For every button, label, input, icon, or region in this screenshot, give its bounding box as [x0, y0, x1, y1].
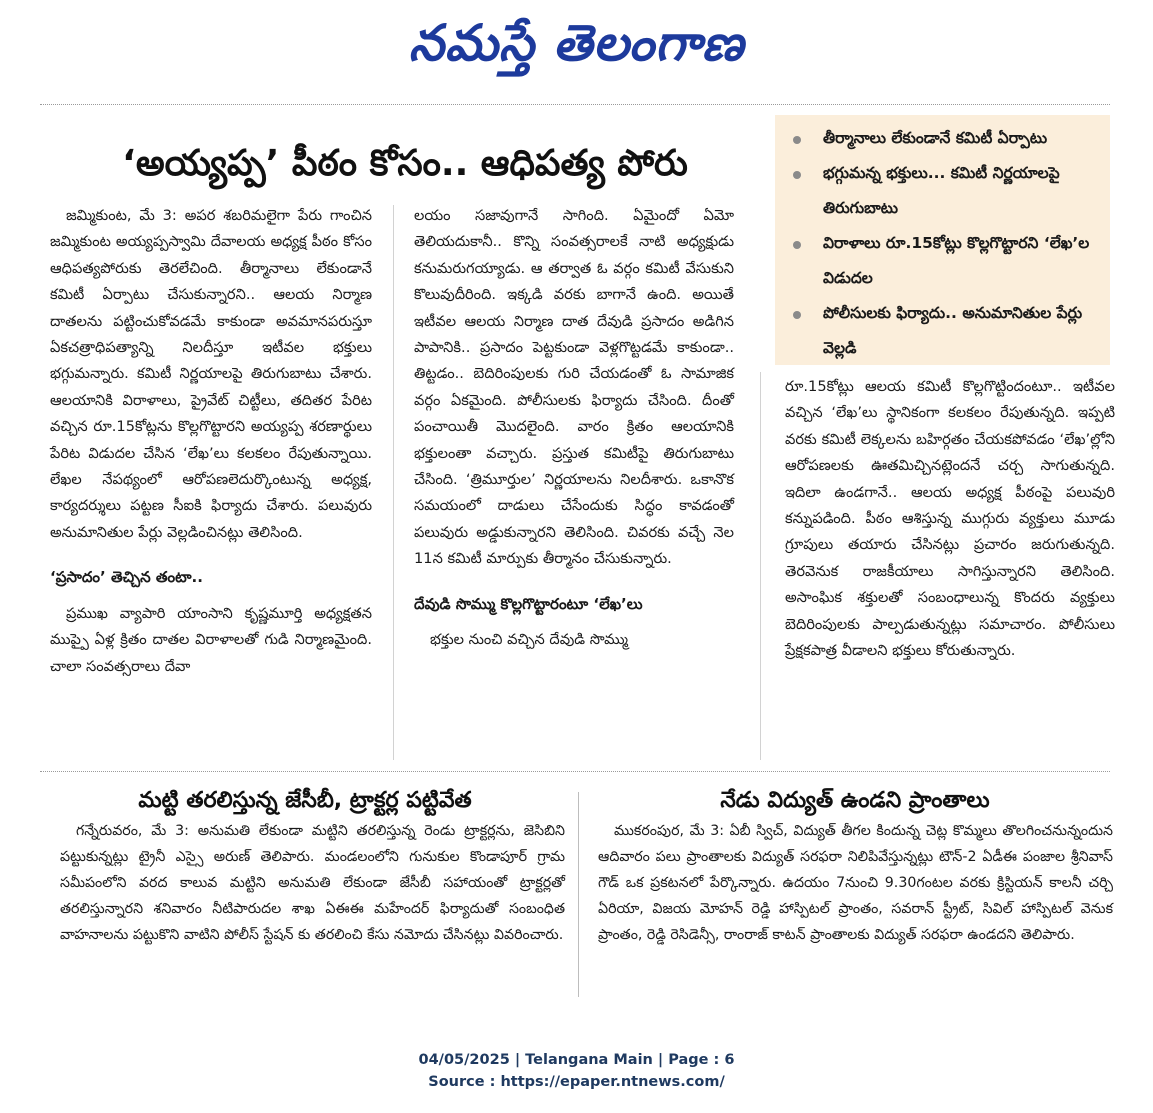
highlights-box: [775, 115, 1110, 365]
footer-date-edition: 04/05/2025 | Telangana Main | Page : 6: [418, 1052, 735, 1068]
column-divider: [578, 792, 579, 997]
footer-source: Source : https://epaper.ntnews.com/: [428, 1074, 725, 1090]
article-column-3: [785, 374, 1115, 664]
highlight-item: తీర్మానాలు లేకుండానే కమిటీ ఏర్పాటు: [783, 121, 1102, 156]
main-headline: ‘అయ్యప్ప’ పీఠం కోసం.. ఆధిపత్య పోరు: [122, 143, 688, 184]
article-paragraph: గన్నేరువరం, మే 3: అనుమతి లేకుండా మట్టిని తరలిస్తున్న రెండు ట్రాక్టర్లను, జెసిబిని పట్టుకున్నట్లు ట్రైనీ ఎస్సై అరుణ్ తెలిపారు. మండలంలోని గునుకుల కొండాపూర్ గ్రామ సమీపంలోని వరద కాలువ మట్టిని అనుమతి లేకుండా జేసీబీ సహాయంతో ట్రాక్టర్లతో తరలిస్తున్నారని శనివారం నీటిపారుదల శాఖ ఏఈఈ మహేందర్ ఫిర్యాదుతో సంబంధిత వాహనాలను పట్టుకొని వాటిని పోలీస్ స్టేషన్ కు తరలించి కేసు నమోదు చేసినట్లు వివరించారు.: [60, 823, 565, 943]
article-paragraph: రూ.15కోట్లు ఆలయ కమిటీ కొల్లగొట్టిందంటూ.. ఇటీవల వచ్చిన ‘లేఖ’లు స్థానికంగా కలకలం రేపుతున్నది. ఇప్పటి వరకు కమిటీ లెక్కలను బహిర్గతం చేయకపోవడం ‘లేఖ’ల్లోని ఆరోపణలకు ఊతమిచ్చినట్లెందనే చర్చ సాగుతున్నది. ఇదిలా ఉండగానే.. ఆలయ అధ్యక్ష పీఠంపై పలువురి కన్నుపడింది. పీఠం ఆశిస్తున్న ముగ్గురు వ్యక్తులు మూడు గ్రూపులు తయారు చేసినట్లు ప్రచారం జరుగుతున్నది. తెరవెనుక రాజకీయాలు సాగిస్తున్నారని తెలిసింది. అసాంఘిక శక్తులతో సంబంధాలున్న కొందరు వ్యక్తులు బెదిరింపులకు పాల్పడుతున్నట్లు సమాచారం. పోలీసులు ప్రేక్షకపాత్ర వీడాలని భక్తులు కోరుతున్నారు.: [785, 378, 1115, 660]
bullet-icon: [793, 311, 801, 319]
section-divider: [40, 771, 1110, 772]
masthead-logo: నమస్తే తెలంగాణ: [408, 14, 745, 72]
article-subheading: దేవుడి సొమ్ము కొల్లగొట్టారంటూ ‘లేఖ’లు: [414, 594, 643, 613]
article-subheading: ‘ప్రసాదం’ తెచ్చిన తంటా..: [50, 568, 203, 587]
article-column-2: [414, 203, 734, 654]
highlight-item: పోలీసులకు ఫిర్యాదు.. అనుమానితుల పేర్లు వెల్లడి: [783, 296, 1102, 366]
bullet-icon: [793, 171, 801, 179]
article-paragraph: ముకరంపుర, మే 3: ఏబీ స్విచ్, విద్యుత్ తీగల కిందున్న చెట్ల కొమ్మలు తొలగించనున్నందున ఆదివారం పలు ప్రాంతాలకు విద్యుత్ సరఫరా నిలిపివేస్తున్నట్లు టౌన్-2 ఏడీఈ పంజాల శ్రీనివాస్ గౌడ్ ఒక ప్రకటనలో పేర్కొన్నారు. ఉదయం 7నుంచి 9.30గంటల వరకు క్రిస్టియన్ కాలనీ చర్చి ఏరియా, విజయ మోహన్ రెడ్డి హాస్పిటల్ ప్రాంతం, సవరాన్ స్ట్రీట్, సివిల్ హాస్పిటల్ వెనుక ప్రాంతం, రెడ్డి రెసిడెన్సీ, రాంరాజ్ కాటన్ ప్రాంతాలకు విద్యుత్ సరఫరా ఉండదని తెలిపారు.: [598, 823, 1113, 943]
story3-headline: నేడు విద్యుత్ ఉండని ప్రాంతాలు: [720, 788, 990, 813]
story2-body: [60, 818, 565, 948]
bullet-icon: [793, 136, 801, 144]
column-divider: [760, 372, 761, 760]
story3-body: [598, 818, 1113, 948]
story2-headline: మట్టి తరలిస్తున్న జేసీబీ, ట్రాక్టర్ల పట్టివేత: [138, 788, 472, 813]
article-paragraph: ప్రముఖ వ్యాపారి యాంసాని కృష్ణమూర్తి అధ్యక్షతన ముప్పై ఏళ్ల క్రితం దాతల విరాళాలతో గుడి నిర్మాణమైంది. చాలా సంవత్సరాలు దేవా: [50, 604, 372, 675]
top-divider: [40, 104, 1110, 105]
article-paragraph: జమ్మికుంట, మే 3: అపర శబరిమలైగా పేరు గాంచిన జమ్మికుంట అయ్యప్పస్వామి దేవాలయ అధ్యక్ష పీఠం కోసం ఆధిపత్యపోరుకు తెరలేచింది. తీర్మానాలు లేకుండానే కమిటీ ఏర్పాటు చేసుకున్నారని.. ఆలయ నిర్మాణ దాతలను పట్టించుకోవడమే కాకుండా అవమానపరుస్తూ ఏకచత్రాధిపత్యాన్ని నిలదీస్తూ ఇటీవల భక్తులు భగ్గుమన్నారు. కమిటీ నిర్ణయాలపై తిరుగుబాటు చేశారు. ఆలయానికి విరాళాలు, ప్రైవేట్ చిట్టీలు, తదితర పేరిట వచ్చిన రూ.15కోట్లను కొల్లగొట్టారని అయ్యప్ప శరణార్థులు పేరిట విడుదల చేసిన ‘లేఖ’లు కలకలం రేపుతున్నాయి. లేఖల నేపథ్యంలో ఆరోపణలెదుర్కొంటున్న అధ్యక్ష, కార్యదర్శులు పట్టణ సీఐకి ఫిర్యాదు చేశారు. పలువురు అనుమానితుల పేర్లు వెల్లడించినట్లు తెలిసింది.: [50, 207, 372, 541]
highlight-item: భగ్గుమన్న భక్తులు... కమిటీ నిర్ణయాలపై తిరుగుబాటు: [783, 156, 1102, 226]
bullet-icon: [793, 241, 801, 249]
article-column-1: [50, 203, 372, 680]
highlight-item: విరాళాలు రూ.15కోట్లు కొల్లగొట్టారని ‘లేఖ’ల విడుదల: [783, 226, 1102, 296]
article-paragraph: భక్తుల నుంచి వచ్చిన దేవుడి సొమ్ము: [430, 631, 629, 649]
article-paragraph: లయం సజావుగానే సాగింది. ఏమైందో ఏమో తెలియదుకానీ.. కొన్ని సంవత్సరాలకే నాటి అధ్యక్షుడు కనుమరుగయ్యాడు. ఆ తర్వాత ఓ వర్గం కమిటీ వేసుకుని కొలువుదీరింది. ఇక్కడి వరకు బాగానే ఉంది. అయితే ఇటీవల ఆలయ నిర్మాణ దాత దేవుడి ప్రసాదం అడిగిన పాపానికి.. ప్రసాదం పెట్టకుండా వెళ్లగొట్టడమే కాకుండా.. తిట్టడం.. బెదిరింపులకు గురి చేయడంతో ఓ సామాజిక వర్గం ఏకమైంది. పోలీసులకు ఫిర్యాదు చేసింది. దీంతో పంచాయితీ మొదలైంది. వారం క్రితం ఆలయానికి భక్తులంతా వచ్చారు. ప్రస్తుత కమిటీపై తిరుగుబాటు చేసింది. ‘త్రిమూర్తుల’ నిర్ణయాలను నిలదీశారు. ఒకానొక సమయంలో దాడులు చేసేందుకు సిద్ధం కావడంతో పలువురు అడ్డుకున్నారని తెలిసింది. చివరకు వచ్చే నెల 11న కమిటీ మార్పుకు తీర్మానం చేసుకున్నారు.: [414, 207, 734, 568]
column-divider: [393, 205, 394, 760]
